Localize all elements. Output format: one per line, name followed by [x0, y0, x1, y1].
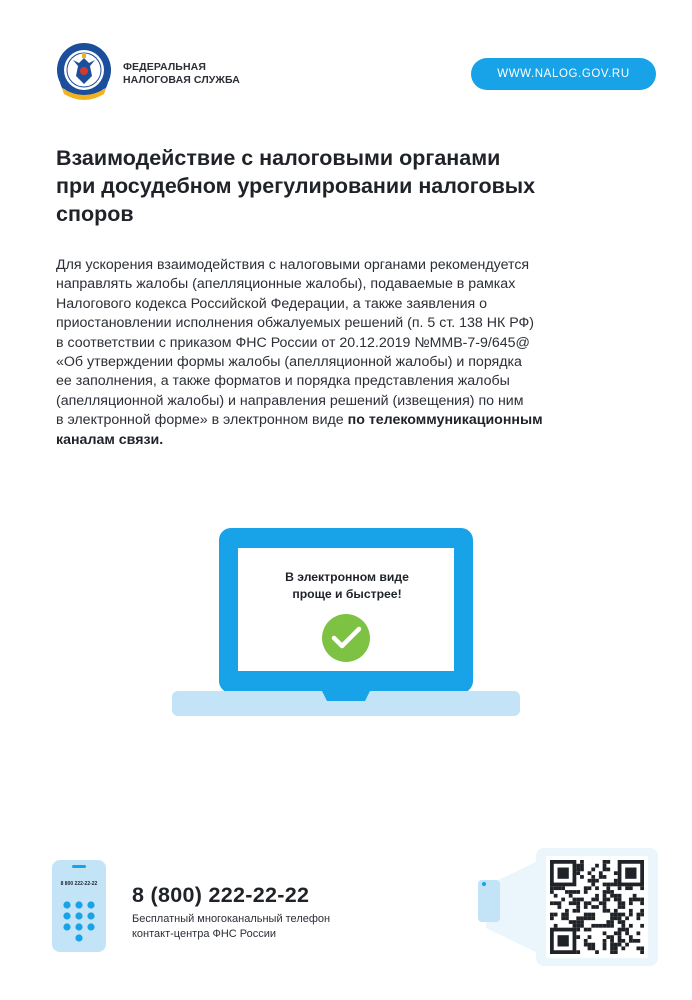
screen-line: проще и быстрее! [292, 587, 402, 601]
title-line: при досудебном урегулировании налоговых [56, 174, 536, 198]
screen-line: В электронном виде [285, 570, 409, 584]
laptop-icon [172, 528, 520, 718]
fns-emblem-icon [56, 42, 112, 104]
check-circle-icon [322, 614, 370, 662]
hotline-desc-line: контакт-центра ФНС России [132, 928, 277, 940]
hotline-number[interactable]: 8 (800) 222-22-22 [132, 883, 310, 907]
phone-keypad-icon [52, 860, 106, 952]
body-line: направлять жалобы (апелляционные жалобы), подаваемые в рамках [56, 276, 516, 293]
hotline-desc-line: Бесплатный многоканальный телефон [132, 913, 331, 925]
title-line: споров [56, 202, 134, 226]
page-title [56, 144, 616, 228]
body-line: приостановлении исполнения обжалуемых решений (п. 5 ст. 138 НК РФ) [56, 315, 535, 332]
body-line: (апелляционной жалобы) и направления решений (извещения) по ним [56, 392, 524, 409]
body-emphasis: каналам связи. [56, 431, 164, 448]
body-paragraph [56, 256, 636, 450]
org-name [123, 61, 240, 87]
qr-code-icon[interactable] [470, 846, 660, 968]
body-emphasis: по телекоммуникационным [347, 412, 543, 429]
body-line: в соответствии с приказом ФНС России от 20.12.2019 №ММВ-7-9/645@ [56, 334, 530, 351]
org-name-line2: НАЛОГОВАЯ СЛУЖБА [123, 74, 240, 86]
body-line-plain: в электронной форме» в электронном виде [56, 412, 348, 429]
hotline-description [132, 912, 330, 942]
phone-screen-number: 8 800 222-22-22 [60, 881, 98, 887]
body-line-mixed [56, 431, 636, 450]
website-link-button[interactable]: WWW.NALOG.GOV.RU [471, 58, 656, 90]
body-line-mixed [56, 411, 636, 430]
header [56, 42, 656, 106]
body-line: «Об утверждении формы жалобы (апелляционной жалобы) и порядка [56, 354, 522, 371]
title-line: Взаимодействие с налоговыми органами [56, 146, 501, 170]
org-name-line1: ФЕДЕРАЛЬНАЯ [123, 61, 206, 73]
body-line: Для ускорения взаимодействия с налоговыми органами рекомендуется [56, 257, 530, 273]
body-line: ее заполнения, а также форматов и порядка представления жалобы [56, 373, 510, 390]
body-line: Налогового кодекса Российской Федерации, а также заявления о [56, 295, 488, 312]
screen-message [250, 569, 444, 603]
